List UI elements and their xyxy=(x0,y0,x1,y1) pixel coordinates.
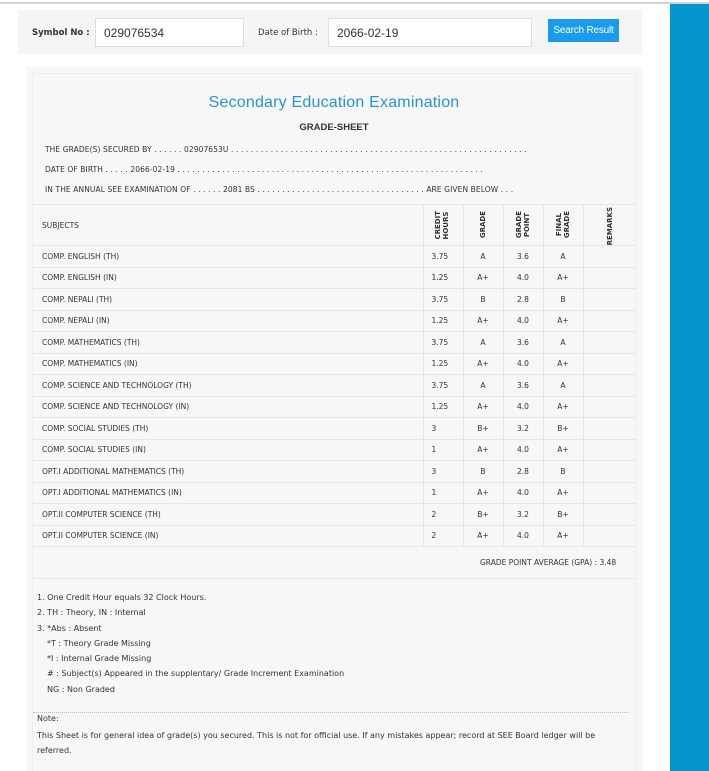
right-sidebar xyxy=(670,4,709,771)
subject-cell: OPT.I ADDITIONAL MATHEMATICS (TH) xyxy=(33,461,423,483)
grade-point-cell: 3.6 xyxy=(503,246,543,268)
symbol-no-label: Symbol No : xyxy=(32,28,90,38)
dob-label: Date of Birth : xyxy=(258,28,318,38)
grade-point-cell: 4.0 xyxy=(503,353,543,375)
header-grade xyxy=(463,205,503,246)
dob-suffix: . . . . . . . . . . . . . . . . . . . . . . . . . . . . . . . . . . . . . . . . . . . . . . . . . . . . . . . . . . . . . . xyxy=(177,165,483,174)
subject-cell: OPT.II COMPUTER SCIENCE (TH) xyxy=(33,504,423,526)
dob-input[interactable] xyxy=(328,18,532,47)
grade-point-cell: 4.0 xyxy=(503,267,543,289)
note-divider xyxy=(33,712,629,713)
final-grade-cell: B xyxy=(543,289,583,311)
credit-hours-cell: 1.25 xyxy=(423,310,463,332)
header-grade-text: GRADE xyxy=(479,211,487,239)
subject-cell: COMP. SOCIAL STUDIES (TH) xyxy=(33,418,423,440)
exam-value: 2081 BS xyxy=(222,185,255,194)
table-row xyxy=(33,310,636,332)
remarks-cell xyxy=(583,396,636,418)
legend-item: 2. TH : Theory, IN : Internal xyxy=(37,608,146,618)
grade-point-cell: 4.0 xyxy=(503,482,543,504)
table-row xyxy=(33,504,636,526)
credit-hours-cell: 1.25 xyxy=(423,396,463,418)
grade-cell: A+ xyxy=(463,396,503,418)
grade-cell: A+ xyxy=(463,353,503,375)
subject-cell: COMP. SCIENCE AND TECHNOLOGY (TH) xyxy=(33,375,423,397)
final-grade-cell: A+ xyxy=(543,310,583,332)
grade-cell: A+ xyxy=(463,267,503,289)
exam-line xyxy=(45,185,513,194)
secured-by-suffix: . . . . . . . . . . . . . . . . . . . . . . . . . . . . . . . . . . . . . . . . . . . . . . . . . . . . . . . . . . . . xyxy=(231,145,527,154)
sheet-subtitle: GRADE-SHEET xyxy=(299,122,369,133)
header-final-grade xyxy=(543,205,583,246)
remarks-cell xyxy=(583,289,636,311)
subject-cell: OPT.II COMPUTER SCIENCE (IN) xyxy=(33,525,423,547)
subject-cell: COMP. ENGLISH (TH) xyxy=(33,246,423,268)
section-divider xyxy=(33,578,636,579)
symbol-no-input[interactable] xyxy=(95,18,244,47)
grade-cell: A+ xyxy=(463,525,503,547)
table-row xyxy=(33,353,636,375)
header-remarks xyxy=(583,205,636,246)
final-grade-cell: A+ xyxy=(543,396,583,418)
legend-list xyxy=(37,590,344,697)
final-grade-cell: B xyxy=(543,461,583,483)
grade-cell: B xyxy=(463,289,503,311)
credit-hours-cell: 3.75 xyxy=(423,375,463,397)
credit-hours-cell: 1.25 xyxy=(423,353,463,375)
final-grade-cell: A xyxy=(543,332,583,354)
grade-point-cell: 3.6 xyxy=(503,332,543,354)
remarks-cell xyxy=(583,246,636,268)
credit-hours-cell: 3 xyxy=(423,461,463,483)
credit-hours-cell: 2 xyxy=(423,525,463,547)
subject-cell: COMP. MATHEMATICS (TH) xyxy=(33,332,423,354)
grade-cell: B+ xyxy=(463,418,503,440)
table-row xyxy=(33,396,636,418)
grade-point-cell: 2.8 xyxy=(503,461,543,483)
subject-cell: COMP. ENGLISH (IN) xyxy=(33,267,423,289)
final-grade-cell: B+ xyxy=(543,504,583,526)
dob-value: 2066-02-19 xyxy=(130,165,175,174)
grade-cell: A xyxy=(463,332,503,354)
header-credit-hours xyxy=(423,205,463,246)
subject-cell: COMP. NEPALI (TH) xyxy=(33,289,423,311)
grade-point-cell: 4.0 xyxy=(503,396,543,418)
table-row xyxy=(33,525,636,547)
remarks-cell xyxy=(583,504,636,526)
remarks-cell xyxy=(583,439,636,461)
credit-hours-cell: 3.75 xyxy=(423,289,463,311)
table-row xyxy=(33,332,636,354)
header-credit-hours-text: CREDIT HOURS xyxy=(433,210,450,240)
final-grade-cell: B+ xyxy=(543,418,583,440)
legend-item: *I : Internal Grade Missing xyxy=(47,654,152,664)
subject-cell: COMP. NEPALI (IN) xyxy=(33,310,423,332)
legend-item: 3. *Abs : Absent xyxy=(37,623,102,633)
search-result-button[interactable]: Search Result xyxy=(548,19,619,42)
final-grade-cell: A xyxy=(543,375,583,397)
table-row xyxy=(33,418,636,440)
remarks-cell xyxy=(583,332,636,354)
subject-cell: OPT.I ADDITIONAL MATHEMATICS (IN) xyxy=(33,482,423,504)
remarks-cell xyxy=(583,267,636,289)
table-row xyxy=(33,375,636,397)
table-row xyxy=(33,461,636,483)
grade-cell: A xyxy=(463,375,503,397)
grade-cell: A+ xyxy=(463,439,503,461)
remarks-cell xyxy=(583,418,636,440)
remarks-cell xyxy=(583,310,636,332)
grade-point-cell: 3.6 xyxy=(503,375,543,397)
remarks-cell xyxy=(583,525,636,547)
legend-item: NG : Non Graded xyxy=(47,684,115,694)
table-row xyxy=(33,267,636,289)
dob-prefix: DATE OF BIRTH . . . . . xyxy=(45,165,128,174)
final-grade-cell: A+ xyxy=(543,525,583,547)
table-row xyxy=(33,289,636,311)
grade-point-cell: 2.8 xyxy=(503,289,543,311)
grade-cell: A+ xyxy=(463,482,503,504)
top-border xyxy=(0,2,709,4)
grade-cell: B xyxy=(463,461,503,483)
remarks-cell xyxy=(583,353,636,375)
credit-hours-cell: 1 xyxy=(423,439,463,461)
grade-point-cell: 4.0 xyxy=(503,310,543,332)
grade-cell: A+ xyxy=(463,310,503,332)
final-grade-cell: A+ xyxy=(543,482,583,504)
legend-item: *T : Theory Grade Missing xyxy=(47,638,151,648)
grade-cell: A xyxy=(463,246,503,268)
final-grade-cell: A+ xyxy=(543,267,583,289)
credit-hours-cell: 3 xyxy=(423,418,463,440)
header-grade-point xyxy=(503,205,543,246)
note-text: This Sheet is for general idea of grade(s) you secured. This is not for official use. If any mistakes appear; record at SEE Board ledger will be referred. xyxy=(37,731,596,755)
table-row xyxy=(33,246,636,268)
final-grade-cell: A xyxy=(543,246,583,268)
remarks-cell xyxy=(583,461,636,483)
table-row xyxy=(33,482,636,504)
subject-cell: COMP. SOCIAL STUDIES (IN) xyxy=(33,439,423,461)
remarks-cell xyxy=(583,482,636,504)
grade-point-cell: 4.0 xyxy=(503,439,543,461)
exam-prefix: IN THE ANNUAL SEE EXAMINATION OF . . . . . . xyxy=(45,185,221,194)
table-row xyxy=(33,439,636,461)
final-grade-cell: A+ xyxy=(543,439,583,461)
subject-cell: COMP. SCIENCE AND TECHNOLOGY (IN) xyxy=(33,396,423,418)
credit-hours-cell: 1 xyxy=(423,482,463,504)
header-grade-point-text: GRADE POINT xyxy=(515,211,531,239)
credit-hours-cell: 3.75 xyxy=(423,246,463,268)
header-remarks-text: REMARKS xyxy=(605,207,614,246)
grades-table xyxy=(33,204,636,547)
sheet-title: Secondary Education Examination xyxy=(208,94,460,111)
credit-hours-cell: 1.25 xyxy=(423,267,463,289)
credit-hours-cell: 3.75 xyxy=(423,332,463,354)
subject-cell: COMP. MATHEMATICS (IN) xyxy=(33,353,423,375)
search-form xyxy=(18,10,642,54)
grade-cell: B+ xyxy=(463,504,503,526)
legend-item: # : Subject(s) Appeared in the supplentary/ Grade Increment Examination xyxy=(47,669,345,679)
secured-by-value: 02907653U xyxy=(183,145,229,154)
exam-suffix: . . . . . . . . . . . . . . . . . . . . . . . . . . . . . . . . . . ARE GIVEN BELOW . . . xyxy=(257,185,514,194)
table-header-row xyxy=(33,205,636,246)
note-label: Note: xyxy=(37,714,59,723)
grade-point-cell: 3.2 xyxy=(503,418,543,440)
final-grade-cell: A+ xyxy=(543,353,583,375)
grade-point-cell: 4.0 xyxy=(503,525,543,547)
dob-line xyxy=(45,165,483,174)
header-final-grade-text: FINAL GRADE xyxy=(555,211,571,239)
gpa-summary: GRADE POINT AVERAGE (GPA) : 3.48 xyxy=(480,558,617,567)
legend-item: 1. One Credit Hour equals 32 Clock Hours. xyxy=(37,593,207,602)
secured-by-prefix: THE GRADE(S) SECURED BY . . . . . . xyxy=(45,145,182,154)
header-subjects: SUBJECTS xyxy=(33,205,423,246)
remarks-cell xyxy=(583,375,636,397)
secured-by-line xyxy=(45,145,527,154)
credit-hours-cell: 2 xyxy=(423,504,463,526)
grade-point-cell: 3.2 xyxy=(503,504,543,526)
